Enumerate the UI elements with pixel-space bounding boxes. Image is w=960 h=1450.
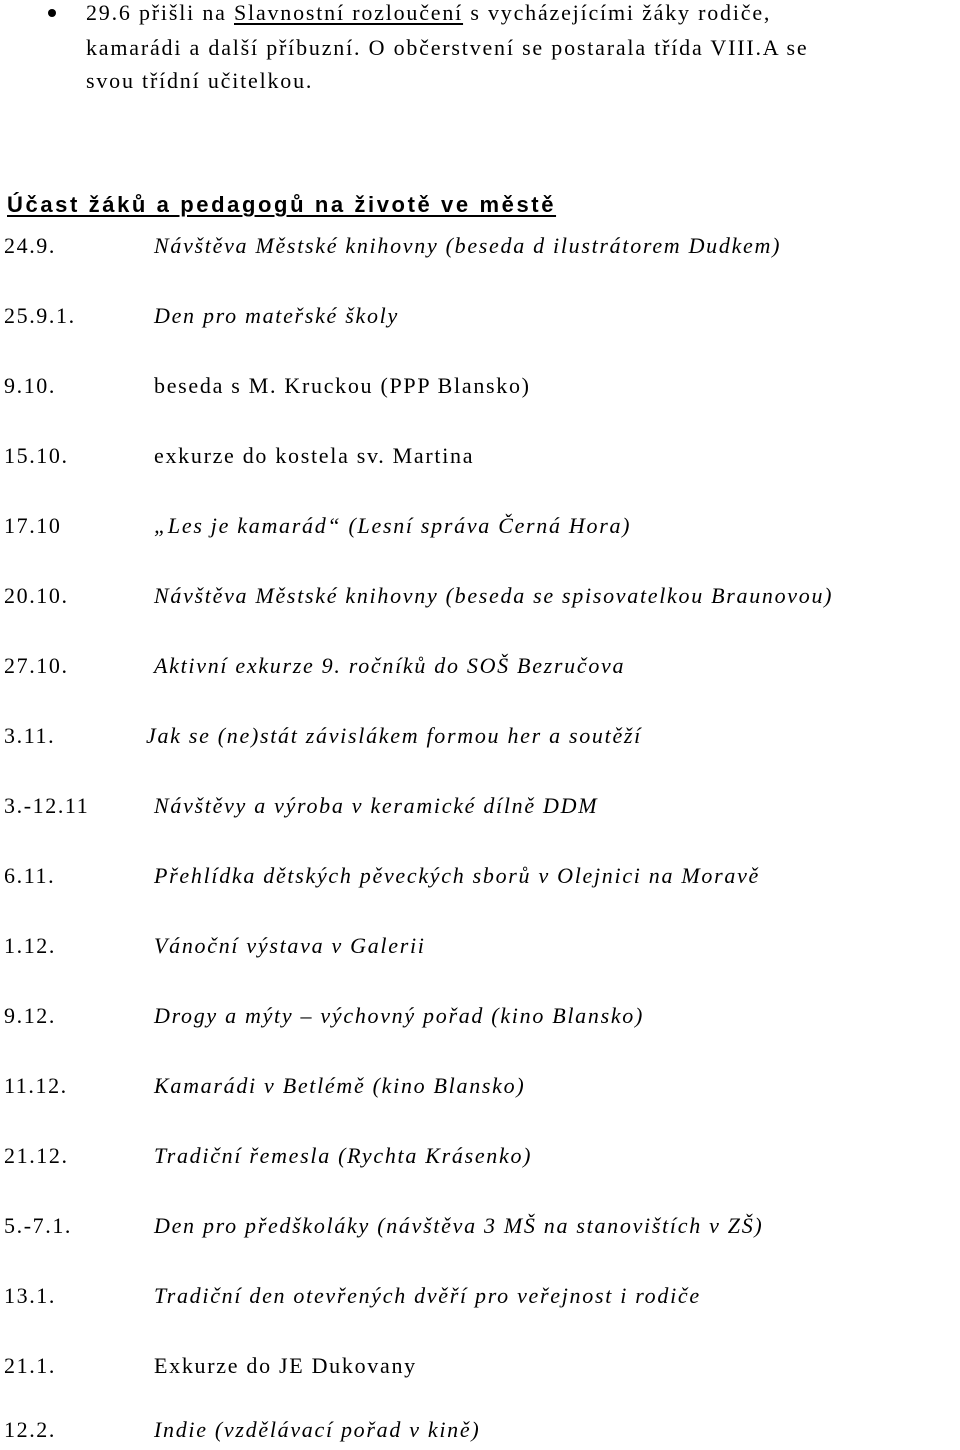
event-description: Vánoční výstava v Galerii [154,933,426,958]
event-row [0,1353,960,1385]
intro-line-1 [86,0,771,28]
event-description: Kamarádi v Betlémě (kino Blansko) [154,1073,526,1098]
event-date: 3.-12.11 [4,793,90,818]
event-description: Návštěvy a výroba v keramické dílně DDM [154,793,599,818]
event-date: 9.12. [4,1003,56,1028]
event-row [0,1417,960,1449]
event-date: 3.11. [4,723,56,748]
event-description: Exkurze do JE Dukovany [154,1353,417,1378]
section-heading: Účast žáků a pedagogů na životě ve městě [7,192,557,217]
event-description: beseda s M. Kruckou (PPP Blansko) [154,373,531,398]
event-row [0,303,960,335]
event-date: 6.11. [4,863,56,888]
event-date: 21.1. [4,1353,56,1378]
bullet-icon [48,9,56,17]
event-row [0,933,960,965]
event-description: Indie (vzdělávací pořad v kině) [154,1417,481,1442]
event-description: Den pro mateřské školy [154,303,399,328]
event-description: Návštěva Městské knihovny (beseda d ilustrátorem Dudkem) [154,233,782,258]
event-row [0,1213,960,1245]
event-row [0,653,960,685]
event-row [0,233,960,265]
event-date: 21.12. [4,1143,69,1168]
event-date: 15.10. [4,443,69,468]
event-date: 11.12. [4,1073,68,1098]
event-row [0,1073,960,1105]
intro-text-before: 29.6 přišli na [86,0,234,25]
event-description: Tradiční den otevřených dvěří pro veřejnost i rodiče [154,1283,701,1308]
event-description: Přehlídka dětských pěveckých sborů v Olejnici na Moravě [154,863,761,888]
intro-line-3: svou třídní učitelkou. [86,68,314,93]
event-description: „Les je kamarád“ (Lesní správa Černá Hora) [154,513,632,538]
event-date: 5.-7.1. [4,1213,73,1238]
farewell-link[interactable]: Slavnostní rozloučení [234,0,464,25]
event-date: 9.10. [4,373,56,398]
event-row [0,863,960,895]
event-description: Den pro předškoláky (návštěva 3 MŠ na stanovištích v ZŠ) [154,1213,764,1238]
event-row [0,793,960,825]
event-description: Drogy a mýty – výchovný pořad (kino Blansko) [154,1003,645,1028]
event-date: 1.12. [4,933,56,958]
event-date: 17.10 [4,513,62,538]
intro-text-after: s vycházejícími žáky rodiče, [463,0,772,25]
event-date: 25.9.1. [4,303,76,328]
event-row [0,1003,960,1035]
event-description: exkurze do kostela sv. Martina [154,443,475,468]
event-description: Tradiční řemesla (Rychta Krásenko) [154,1143,533,1168]
event-row [0,373,960,405]
event-row [0,723,960,755]
event-row [0,443,960,475]
event-date: 13.1. [4,1283,56,1308]
event-row [0,583,960,615]
event-description: Návštěva Městské knihovny (beseda se spisovatelkou Braunovou) [154,583,834,608]
event-row [0,513,960,545]
event-date: 12.2. [4,1417,56,1442]
event-description: Jak se (ne)stát závislákem formou her a soutěží [146,723,642,748]
event-date: 20.10. [4,583,69,608]
event-date: 27.10. [4,653,69,678]
event-description: Aktivní exkurze 9. ročníků do SOŠ Bezručova [154,653,626,678]
event-row [0,1283,960,1315]
event-date: 24.9. [4,233,56,258]
intro-line-2: kamarádi a další příbuzní. O občerstvení se postarala třída VIII.A se [86,35,809,60]
event-row [0,1143,960,1175]
